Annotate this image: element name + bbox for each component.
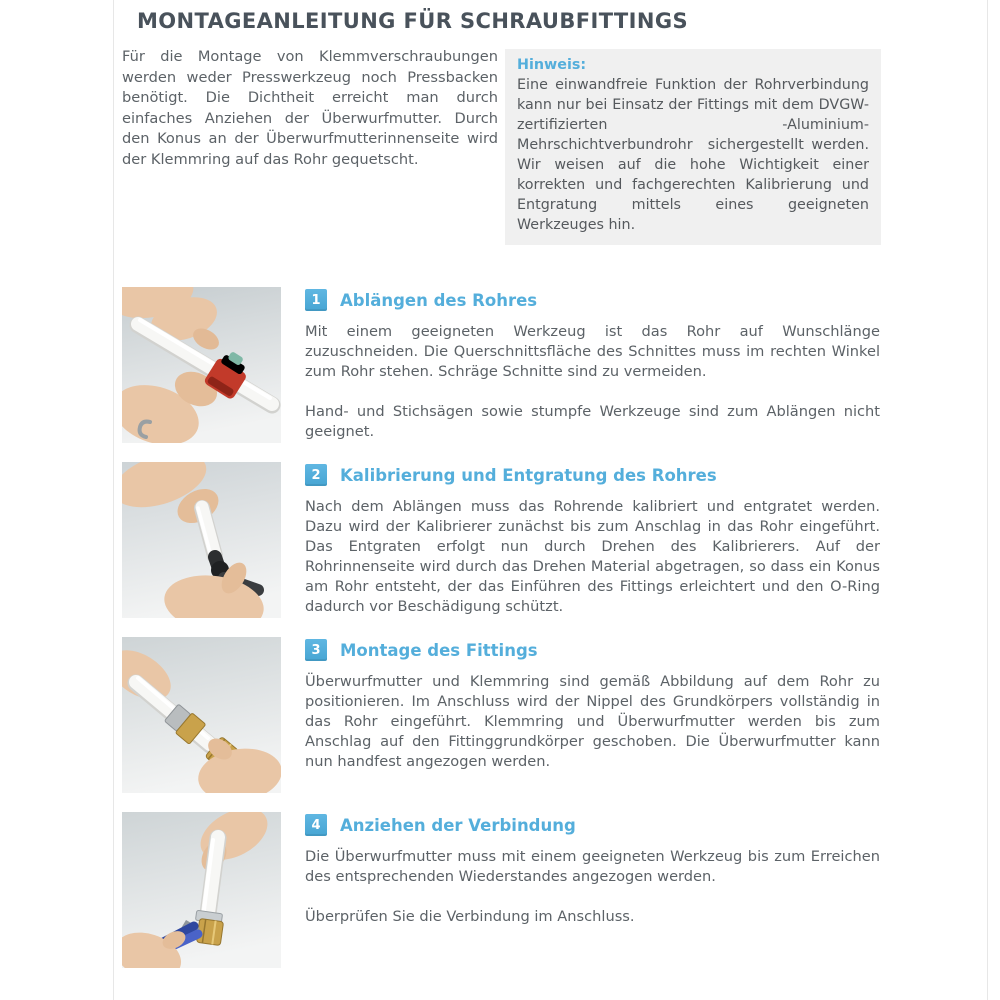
step-3-text [305,637,880,793]
step-paragraph: Überwurfmutter und Klemmring sind gemäß Abbildung auf dem Rohr zu positionieren. Im Anschluss wird der Nippel des Grundkörpers vollständig in das Rohr eingeführt. Klemmring und Überwurfmutter werden bis zum Anschlag auf den Fittinggrundkörper geschoben. Die Überwurfmutter kann nun handfest angezogen werden. [305,673,880,770]
photo-tightening-connection-illustration [122,812,281,968]
photo-fitting-assembly-illustration [122,637,281,793]
step-3-heading: Montage des Fittings [340,640,538,660]
step-row-4 [122,812,880,968]
step-4-heading-row [305,814,880,836]
step-4-body [305,847,880,927]
note-label: Hinweis: [517,57,587,73]
photo-pipe-cutting-illustration [122,287,281,443]
steps-section [122,287,880,987]
step-1-heading: Ablängen des Rohres [340,290,538,310]
step-1-photo [122,287,281,443]
step-paragraph: Nach dem Ablängen muss das Rohrende kalibriert und entgratet werden. Dazu wird der Kalibrierer zunächst bis zum Anschlag in das Rohr eingeführt. Das Entgraten erfolgt nun durch Drehen des Kalibrierers. Auf der Rohrinnenseite wird durch das Drehen Material abgetragen, so dass ein Konus am Rohr entsteht, der das Einführen des Fittings erleichtert und den O-Ring dadurch vor Beschädigung schützt. [305,498,880,615]
step-row-2 [122,462,880,618]
step-row-3 [122,637,880,793]
step-4-text [305,812,880,968]
note-box [505,49,881,245]
step-4-photo [122,812,281,968]
step-2-heading: Kalibrierung und Entgratung des Rohres [340,465,717,485]
step-paragraph: Mit einem geeigneten Werkzeug ist das Rohr auf Wunschlänge zuzuschneiden. Die Querschnittsfläche des Schnittes muss im rechten Winkel zum Rohr stehen. Schräge Schnitte sind zu vermeiden. [305,323,880,380]
step-3-body [305,672,880,772]
page-title: MONTAGEANLEITUNG FÜR SCHRAUBFITTINGS [137,9,688,33]
step-2-heading-row [305,464,880,486]
step-3-photo [122,637,281,793]
note-text: Eine einwandfreie Funktion der Rohrverbindung kann nur bei Einsatz der Fittings mit dem DVGW-zertifizierten -Aluminium-Mehrschichtverbundrohr sichergestellt werden. Wir weisen auf die hohe Wichtigkeit einer korrekten und fachgerechten Kalibrierung und Entgratung mittels eines geeigneten Werkzeuges hin. [517,77,869,233]
step-1-heading-row [305,289,880,311]
step-4-number-badge: 4 [305,814,327,836]
step-2-body [305,497,880,617]
step-4-heading: Anziehen der Verbindung [340,815,576,835]
step-paragraph: Überprüfen Sie die Verbindung im Anschluss. [305,908,635,925]
step-2-text [305,462,880,618]
step-3-number-badge: 3 [305,639,327,661]
step-1-number-badge: 1 [305,289,327,311]
step-2-number-badge: 2 [305,464,327,486]
intro-paragraph: Für die Montage von Klemmverschraubungen werden weder Presswerkzeug noch Pressbacken benötigt. Die Dichtheit erreicht man durch einfaches Anziehen der Überwurfmutter. Durch den Konus an der Überwurfmutterinnenseite wird der Klemmring auf das Rohr gequetscht. [122,48,498,168]
step-row-1 [122,287,880,443]
page-edge-left [113,0,114,1000]
step-1-text [305,287,880,443]
photo-pipe-calibration-illustration [122,462,281,618]
page-edge-right [987,0,988,1000]
step-1-body [305,322,880,442]
step-paragraph: Die Überwurfmutter muss mit einem geeigneten Werkzeug bis zum Erreichen des entsprechenden Wiederstandes angezogen werden. [305,848,880,885]
step-2-photo [122,462,281,618]
step-paragraph: Hand- und Stichsägen sowie stumpfe Werkzeuge sind zum Ablängen nicht geeignet. [305,403,880,440]
step-3-heading-row [305,639,880,661]
